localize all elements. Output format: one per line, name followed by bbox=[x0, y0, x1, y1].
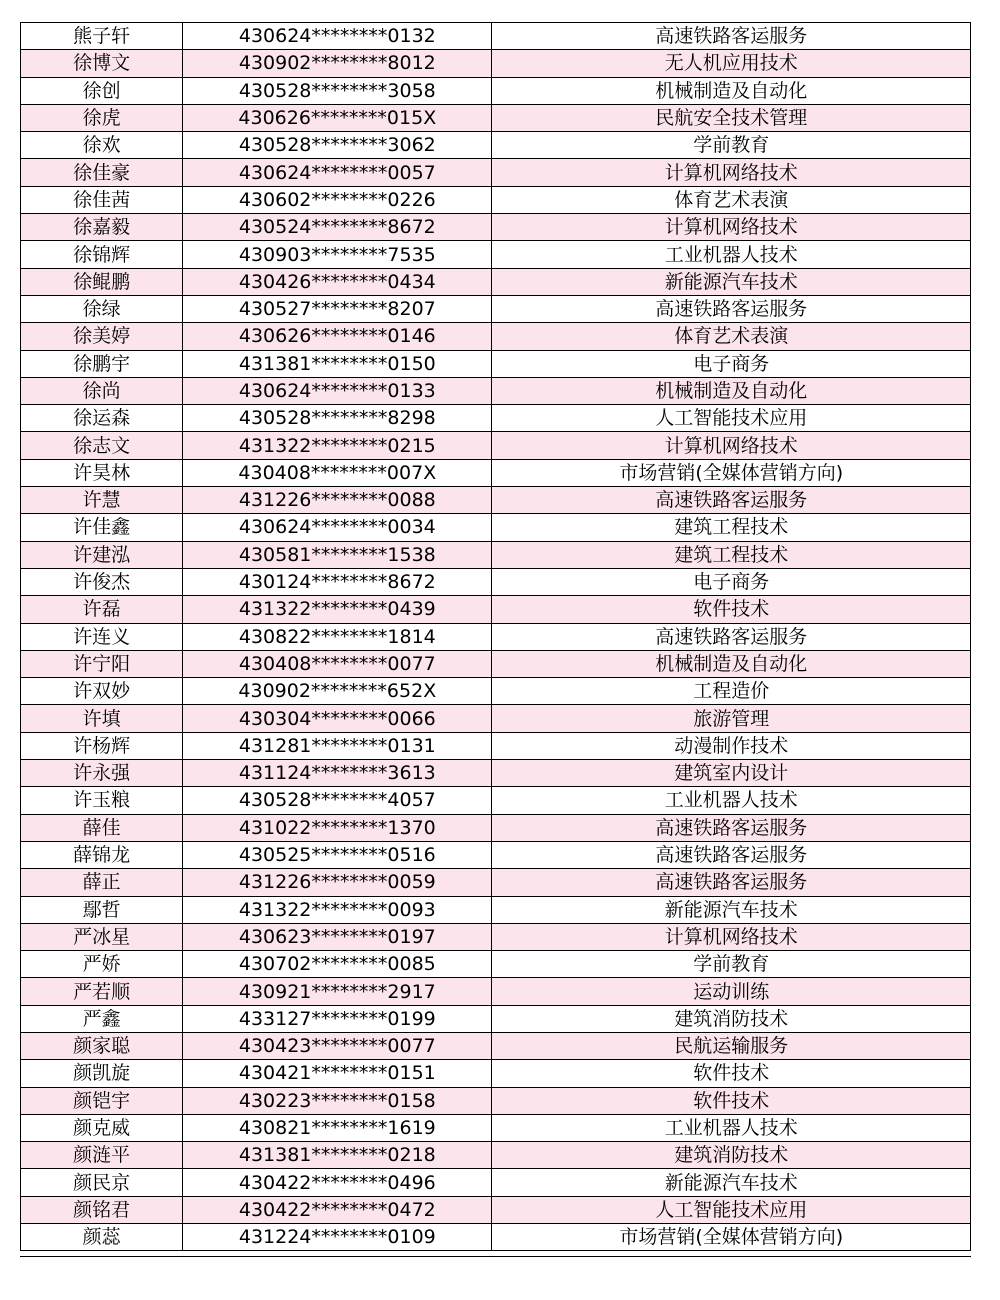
major-cell: 软件技术 bbox=[492, 1087, 971, 1114]
name-cell: 薛佳 bbox=[21, 814, 183, 841]
table-row bbox=[21, 732, 971, 759]
id-number-cell: 431322********0439 bbox=[183, 596, 492, 623]
major-cell: 新能源汽车技术 bbox=[492, 896, 971, 923]
major-cell: 电子商务 bbox=[492, 568, 971, 595]
major-cell: 市场营销(全媒体营销方向) bbox=[492, 459, 971, 486]
table-row bbox=[21, 323, 971, 350]
table-row bbox=[21, 896, 971, 923]
name-cell: 许俊杰 bbox=[21, 568, 183, 595]
table-row bbox=[21, 1087, 971, 1114]
table-row bbox=[21, 1196, 971, 1223]
table-row bbox=[21, 487, 971, 514]
id-number-cell: 430422********0472 bbox=[183, 1196, 492, 1223]
table-row bbox=[21, 705, 971, 732]
table-row bbox=[21, 978, 971, 1005]
name-cell: 许玉粮 bbox=[21, 787, 183, 814]
major-cell: 计算机网络技术 bbox=[492, 159, 971, 186]
major-cell: 软件技术 bbox=[492, 1060, 971, 1087]
major-cell: 机械制造及自动化 bbox=[492, 377, 971, 404]
name-cell: 颜铭君 bbox=[21, 1196, 183, 1223]
major-cell: 建筑消防技术 bbox=[492, 1142, 971, 1169]
name-cell: 许磊 bbox=[21, 596, 183, 623]
name-cell: 徐运森 bbox=[21, 405, 183, 432]
name-cell: 严鑫 bbox=[21, 1005, 183, 1032]
name-cell: 许填 bbox=[21, 705, 183, 732]
table-row bbox=[21, 1060, 971, 1087]
name-cell: 颜民京 bbox=[21, 1169, 183, 1196]
name-cell: 徐佳茜 bbox=[21, 186, 183, 213]
id-number-cell: 431322********0215 bbox=[183, 432, 492, 459]
name-cell: 熊子轩 bbox=[21, 23, 183, 50]
table-row bbox=[21, 1114, 971, 1141]
name-cell: 许建泓 bbox=[21, 541, 183, 568]
name-cell: 许慧 bbox=[21, 487, 183, 514]
major-cell: 市场营销(全媒体营销方向) bbox=[492, 1224, 971, 1251]
table-row bbox=[21, 268, 971, 295]
name-cell: 严若顺 bbox=[21, 978, 183, 1005]
id-number-cell: 430422********0496 bbox=[183, 1169, 492, 1196]
name-cell: 徐美婷 bbox=[21, 323, 183, 350]
table-row bbox=[21, 1169, 971, 1196]
id-number-cell: 430124********8672 bbox=[183, 568, 492, 595]
table-row bbox=[21, 104, 971, 131]
name-cell: 颜克威 bbox=[21, 1114, 183, 1141]
major-cell: 计算机网络技术 bbox=[492, 923, 971, 950]
name-cell: 徐佳豪 bbox=[21, 159, 183, 186]
id-number-cell: 430408********0077 bbox=[183, 650, 492, 677]
id-number-cell: 430527********8207 bbox=[183, 295, 492, 322]
id-number-cell: 430624********0132 bbox=[183, 23, 492, 50]
id-number-cell: 430304********0066 bbox=[183, 705, 492, 732]
id-number-cell: 430528********3058 bbox=[183, 77, 492, 104]
name-cell: 徐创 bbox=[21, 77, 183, 104]
table-row bbox=[21, 650, 971, 677]
major-cell: 建筑室内设计 bbox=[492, 760, 971, 787]
major-cell: 高速铁路客运服务 bbox=[492, 487, 971, 514]
name-cell: 徐虎 bbox=[21, 104, 183, 131]
id-number-cell: 430624********0057 bbox=[183, 159, 492, 186]
id-number-cell: 430426********0434 bbox=[183, 268, 492, 295]
id-number-cell: 430623********0197 bbox=[183, 923, 492, 950]
table-row bbox=[21, 186, 971, 213]
name-cell: 许杨辉 bbox=[21, 732, 183, 759]
major-cell: 旅游管理 bbox=[492, 705, 971, 732]
id-number-cell: 430408********007X bbox=[183, 459, 492, 486]
id-number-cell: 430528********8298 bbox=[183, 405, 492, 432]
major-cell: 体育艺术表演 bbox=[492, 323, 971, 350]
major-cell: 高速铁路客运服务 bbox=[492, 869, 971, 896]
table-row bbox=[21, 159, 971, 186]
table-row bbox=[21, 77, 971, 104]
id-number-cell: 430528********4057 bbox=[183, 787, 492, 814]
table-row bbox=[21, 214, 971, 241]
table-body bbox=[21, 23, 971, 1251]
name-cell: 颜凯旋 bbox=[21, 1060, 183, 1087]
id-number-cell: 431224********0109 bbox=[183, 1224, 492, 1251]
major-cell: 体育艺术表演 bbox=[492, 186, 971, 213]
id-number-cell: 430921********2917 bbox=[183, 978, 492, 1005]
id-number-cell: 430602********0226 bbox=[183, 186, 492, 213]
major-cell: 运动训练 bbox=[492, 978, 971, 1005]
id-number-cell: 430624********0034 bbox=[183, 514, 492, 541]
table-row bbox=[21, 405, 971, 432]
major-cell: 软件技术 bbox=[492, 596, 971, 623]
table-bottom-rule bbox=[20, 1256, 971, 1257]
major-cell: 机械制造及自动化 bbox=[492, 77, 971, 104]
major-cell: 高速铁路客运服务 bbox=[492, 23, 971, 50]
id-number-cell: 431226********0088 bbox=[183, 487, 492, 514]
table-row bbox=[21, 1142, 971, 1169]
name-cell: 颜蕊 bbox=[21, 1224, 183, 1251]
id-number-cell: 430626********0146 bbox=[183, 323, 492, 350]
name-cell: 严娇 bbox=[21, 951, 183, 978]
table-row bbox=[21, 596, 971, 623]
id-number-cell: 430525********0516 bbox=[183, 841, 492, 868]
table-row bbox=[21, 841, 971, 868]
id-number-cell: 430903********7535 bbox=[183, 241, 492, 268]
name-cell: 许永强 bbox=[21, 760, 183, 787]
major-cell: 计算机网络技术 bbox=[492, 432, 971, 459]
table-row bbox=[21, 241, 971, 268]
table-row bbox=[21, 1224, 971, 1251]
table-row bbox=[21, 295, 971, 322]
major-cell: 学前教育 bbox=[492, 132, 971, 159]
id-number-cell: 430581********1538 bbox=[183, 541, 492, 568]
name-cell: 许宁阳 bbox=[21, 650, 183, 677]
major-cell: 无人机应用技术 bbox=[492, 50, 971, 77]
id-number-cell: 430821********1619 bbox=[183, 1114, 492, 1141]
table-row bbox=[21, 432, 971, 459]
table-row bbox=[21, 923, 971, 950]
major-cell: 学前教育 bbox=[492, 951, 971, 978]
table-row bbox=[21, 132, 971, 159]
id-number-cell: 430223********0158 bbox=[183, 1087, 492, 1114]
major-cell: 新能源汽车技术 bbox=[492, 268, 971, 295]
name-cell: 薛正 bbox=[21, 869, 183, 896]
table-row bbox=[21, 787, 971, 814]
id-number-cell: 433127********0199 bbox=[183, 1005, 492, 1032]
table-row bbox=[21, 514, 971, 541]
table-row bbox=[21, 568, 971, 595]
id-number-cell: 430421********0151 bbox=[183, 1060, 492, 1087]
id-number-cell: 430702********0085 bbox=[183, 951, 492, 978]
id-number-cell: 431124********3613 bbox=[183, 760, 492, 787]
name-cell: 徐锦辉 bbox=[21, 241, 183, 268]
id-number-cell: 431281********0131 bbox=[183, 732, 492, 759]
table-row bbox=[21, 541, 971, 568]
table-row bbox=[21, 350, 971, 377]
table-row bbox=[21, 1005, 971, 1032]
table-row bbox=[21, 459, 971, 486]
table-row bbox=[21, 1032, 971, 1059]
major-cell: 计算机网络技术 bbox=[492, 214, 971, 241]
name-cell: 许佳鑫 bbox=[21, 514, 183, 541]
id-number-cell: 430524********8672 bbox=[183, 214, 492, 241]
name-cell: 颜铠宇 bbox=[21, 1087, 183, 1114]
major-cell: 工业机器人技术 bbox=[492, 1114, 971, 1141]
id-number-cell: 431226********0059 bbox=[183, 869, 492, 896]
table-row bbox=[21, 760, 971, 787]
major-cell: 民航运输服务 bbox=[492, 1032, 971, 1059]
name-cell: 许昊林 bbox=[21, 459, 183, 486]
name-cell: 徐欢 bbox=[21, 132, 183, 159]
table-row bbox=[21, 23, 971, 50]
id-number-cell: 430822********1814 bbox=[183, 623, 492, 650]
name-cell: 徐博文 bbox=[21, 50, 183, 77]
name-cell: 徐绿 bbox=[21, 295, 183, 322]
name-cell: 徐志文 bbox=[21, 432, 183, 459]
table-row bbox=[21, 377, 971, 404]
name-cell: 徐鲲鹏 bbox=[21, 268, 183, 295]
table-row bbox=[21, 50, 971, 77]
major-cell: 电子商务 bbox=[492, 350, 971, 377]
major-cell: 动漫制作技术 bbox=[492, 732, 971, 759]
id-number-cell: 431381********0150 bbox=[183, 350, 492, 377]
major-cell: 建筑工程技术 bbox=[492, 541, 971, 568]
major-cell: 高速铁路客运服务 bbox=[492, 841, 971, 868]
id-number-cell: 431022********1370 bbox=[183, 814, 492, 841]
table-row bbox=[21, 678, 971, 705]
major-cell: 高速铁路客运服务 bbox=[492, 623, 971, 650]
table-row bbox=[21, 623, 971, 650]
name-cell: 颜家聪 bbox=[21, 1032, 183, 1059]
id-number-cell: 430902********8012 bbox=[183, 50, 492, 77]
name-cell: 鄢哲 bbox=[21, 896, 183, 923]
major-cell: 人工智能技术应用 bbox=[492, 405, 971, 432]
major-cell: 人工智能技术应用 bbox=[492, 1196, 971, 1223]
id-number-cell: 430624********0133 bbox=[183, 377, 492, 404]
id-number-cell: 431322********0093 bbox=[183, 896, 492, 923]
name-cell: 严冰星 bbox=[21, 923, 183, 950]
name-cell: 徐嘉毅 bbox=[21, 214, 183, 241]
major-cell: 工程造价 bbox=[492, 678, 971, 705]
id-number-cell: 430423********0077 bbox=[183, 1032, 492, 1059]
name-cell: 许连义 bbox=[21, 623, 183, 650]
name-cell: 薛锦龙 bbox=[21, 841, 183, 868]
table-row bbox=[21, 814, 971, 841]
major-cell: 工业机器人技术 bbox=[492, 787, 971, 814]
major-cell: 民航安全技术管理 bbox=[492, 104, 971, 131]
name-cell: 许双妙 bbox=[21, 678, 183, 705]
id-number-cell: 430902********652X bbox=[183, 678, 492, 705]
id-number-cell: 430626********015X bbox=[183, 104, 492, 131]
major-cell: 机械制造及自动化 bbox=[492, 650, 971, 677]
major-cell: 建筑工程技术 bbox=[492, 514, 971, 541]
table-row bbox=[21, 951, 971, 978]
name-cell: 徐尚 bbox=[21, 377, 183, 404]
major-cell: 工业机器人技术 bbox=[492, 241, 971, 268]
name-cell: 颜涟平 bbox=[21, 1142, 183, 1169]
student-major-table bbox=[20, 22, 971, 1251]
major-cell: 高速铁路客运服务 bbox=[492, 295, 971, 322]
major-cell: 新能源汽车技术 bbox=[492, 1169, 971, 1196]
name-cell: 徐鹏宇 bbox=[21, 350, 183, 377]
major-cell: 高速铁路客运服务 bbox=[492, 814, 971, 841]
major-cell: 建筑消防技术 bbox=[492, 1005, 971, 1032]
id-number-cell: 430528********3062 bbox=[183, 132, 492, 159]
id-number-cell: 431381********0218 bbox=[183, 1142, 492, 1169]
table-row bbox=[21, 869, 971, 896]
